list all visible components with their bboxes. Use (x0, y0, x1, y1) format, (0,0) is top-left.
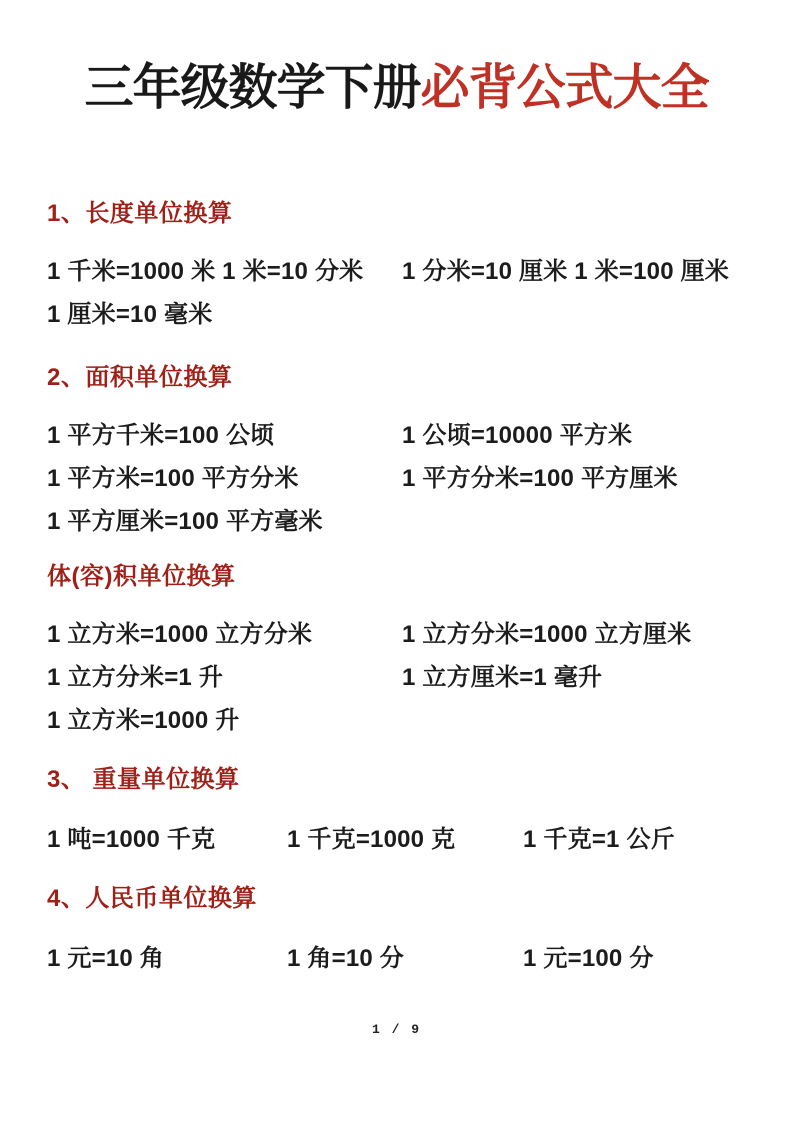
formula-rows (47, 818, 753, 861)
formula-text: 1 分米=10 厘米 1 米=100 厘米 (402, 258, 730, 285)
formula-text: 1 厘米=10 毫米 (47, 301, 213, 328)
section-rmb-units (47, 879, 753, 980)
formula-row (47, 500, 753, 543)
section-length-units (47, 194, 753, 336)
formula-row (47, 293, 753, 336)
formula-text: 1 角=10 分 (287, 945, 404, 972)
formula-text: 1 千克=1000 克 (287, 826, 456, 853)
formula-row (47, 656, 753, 699)
page-title (0, 0, 793, 120)
formula-text: 1 千克=1 公斤 (523, 826, 675, 853)
formula-row (47, 818, 753, 861)
formula-row (47, 937, 753, 980)
formula-text: 1 吨=1000 千克 (47, 826, 216, 853)
section-volume-units (47, 557, 753, 742)
formula-row (47, 250, 753, 293)
document-body (0, 194, 793, 980)
formula-text: 1 元=10 角 (47, 945, 164, 972)
formula-text: 1 元=100 分 (523, 945, 654, 972)
formula-rows (47, 937, 753, 980)
formula-text: 1 立方米=1000 立方分米 (47, 621, 313, 648)
page-title-red-part: 必背公式大全 (420, 61, 709, 115)
section-heading-volume-units: 体(容)积单位换算 (47, 563, 236, 590)
formula-text: 1 立方分米=1 升 (47, 664, 224, 691)
formula-text: 1 平方分米=100 平方厘米 (402, 465, 678, 492)
formula-row (47, 613, 753, 656)
section-area-units (47, 358, 753, 543)
section-heading-rmb-units: 4、人民币单位换算 (47, 885, 257, 912)
formula-rows (47, 613, 753, 742)
formula-rows (47, 414, 753, 543)
page-number: 1 / 9 (371, 1022, 421, 1037)
formula-text: 1 平方米=100 平方分米 (47, 465, 299, 492)
section-weight-units (47, 760, 753, 861)
formula-row (47, 699, 753, 742)
formula-text: 1 立方分米=1000 立方厘米 (402, 621, 692, 648)
formula-text: 1 立方米=1000 升 (47, 707, 240, 734)
formula-text: 1 公顷=10000 平方米 (402, 422, 633, 449)
section-heading-length-units: 1、长度单位换算 (47, 200, 233, 227)
formula-text: 1 平方厘米=100 平方毫米 (47, 508, 323, 535)
formula-text: 1 平方千米=100 公顷 (47, 422, 275, 449)
formula-row (47, 457, 753, 500)
formula-rows (47, 250, 753, 336)
formula-text: 1 立方厘米=1 毫升 (402, 664, 603, 691)
formula-row (47, 414, 753, 457)
formula-text: 1 千米=1000 米 1 米=10 分米 (47, 258, 364, 285)
section-heading-weight-units: 3、 重量单位换算 (47, 766, 240, 793)
section-heading-area-units: 2、面积单位换算 (47, 364, 233, 391)
page-title-black-part: 三年级数学下册 (84, 61, 421, 115)
